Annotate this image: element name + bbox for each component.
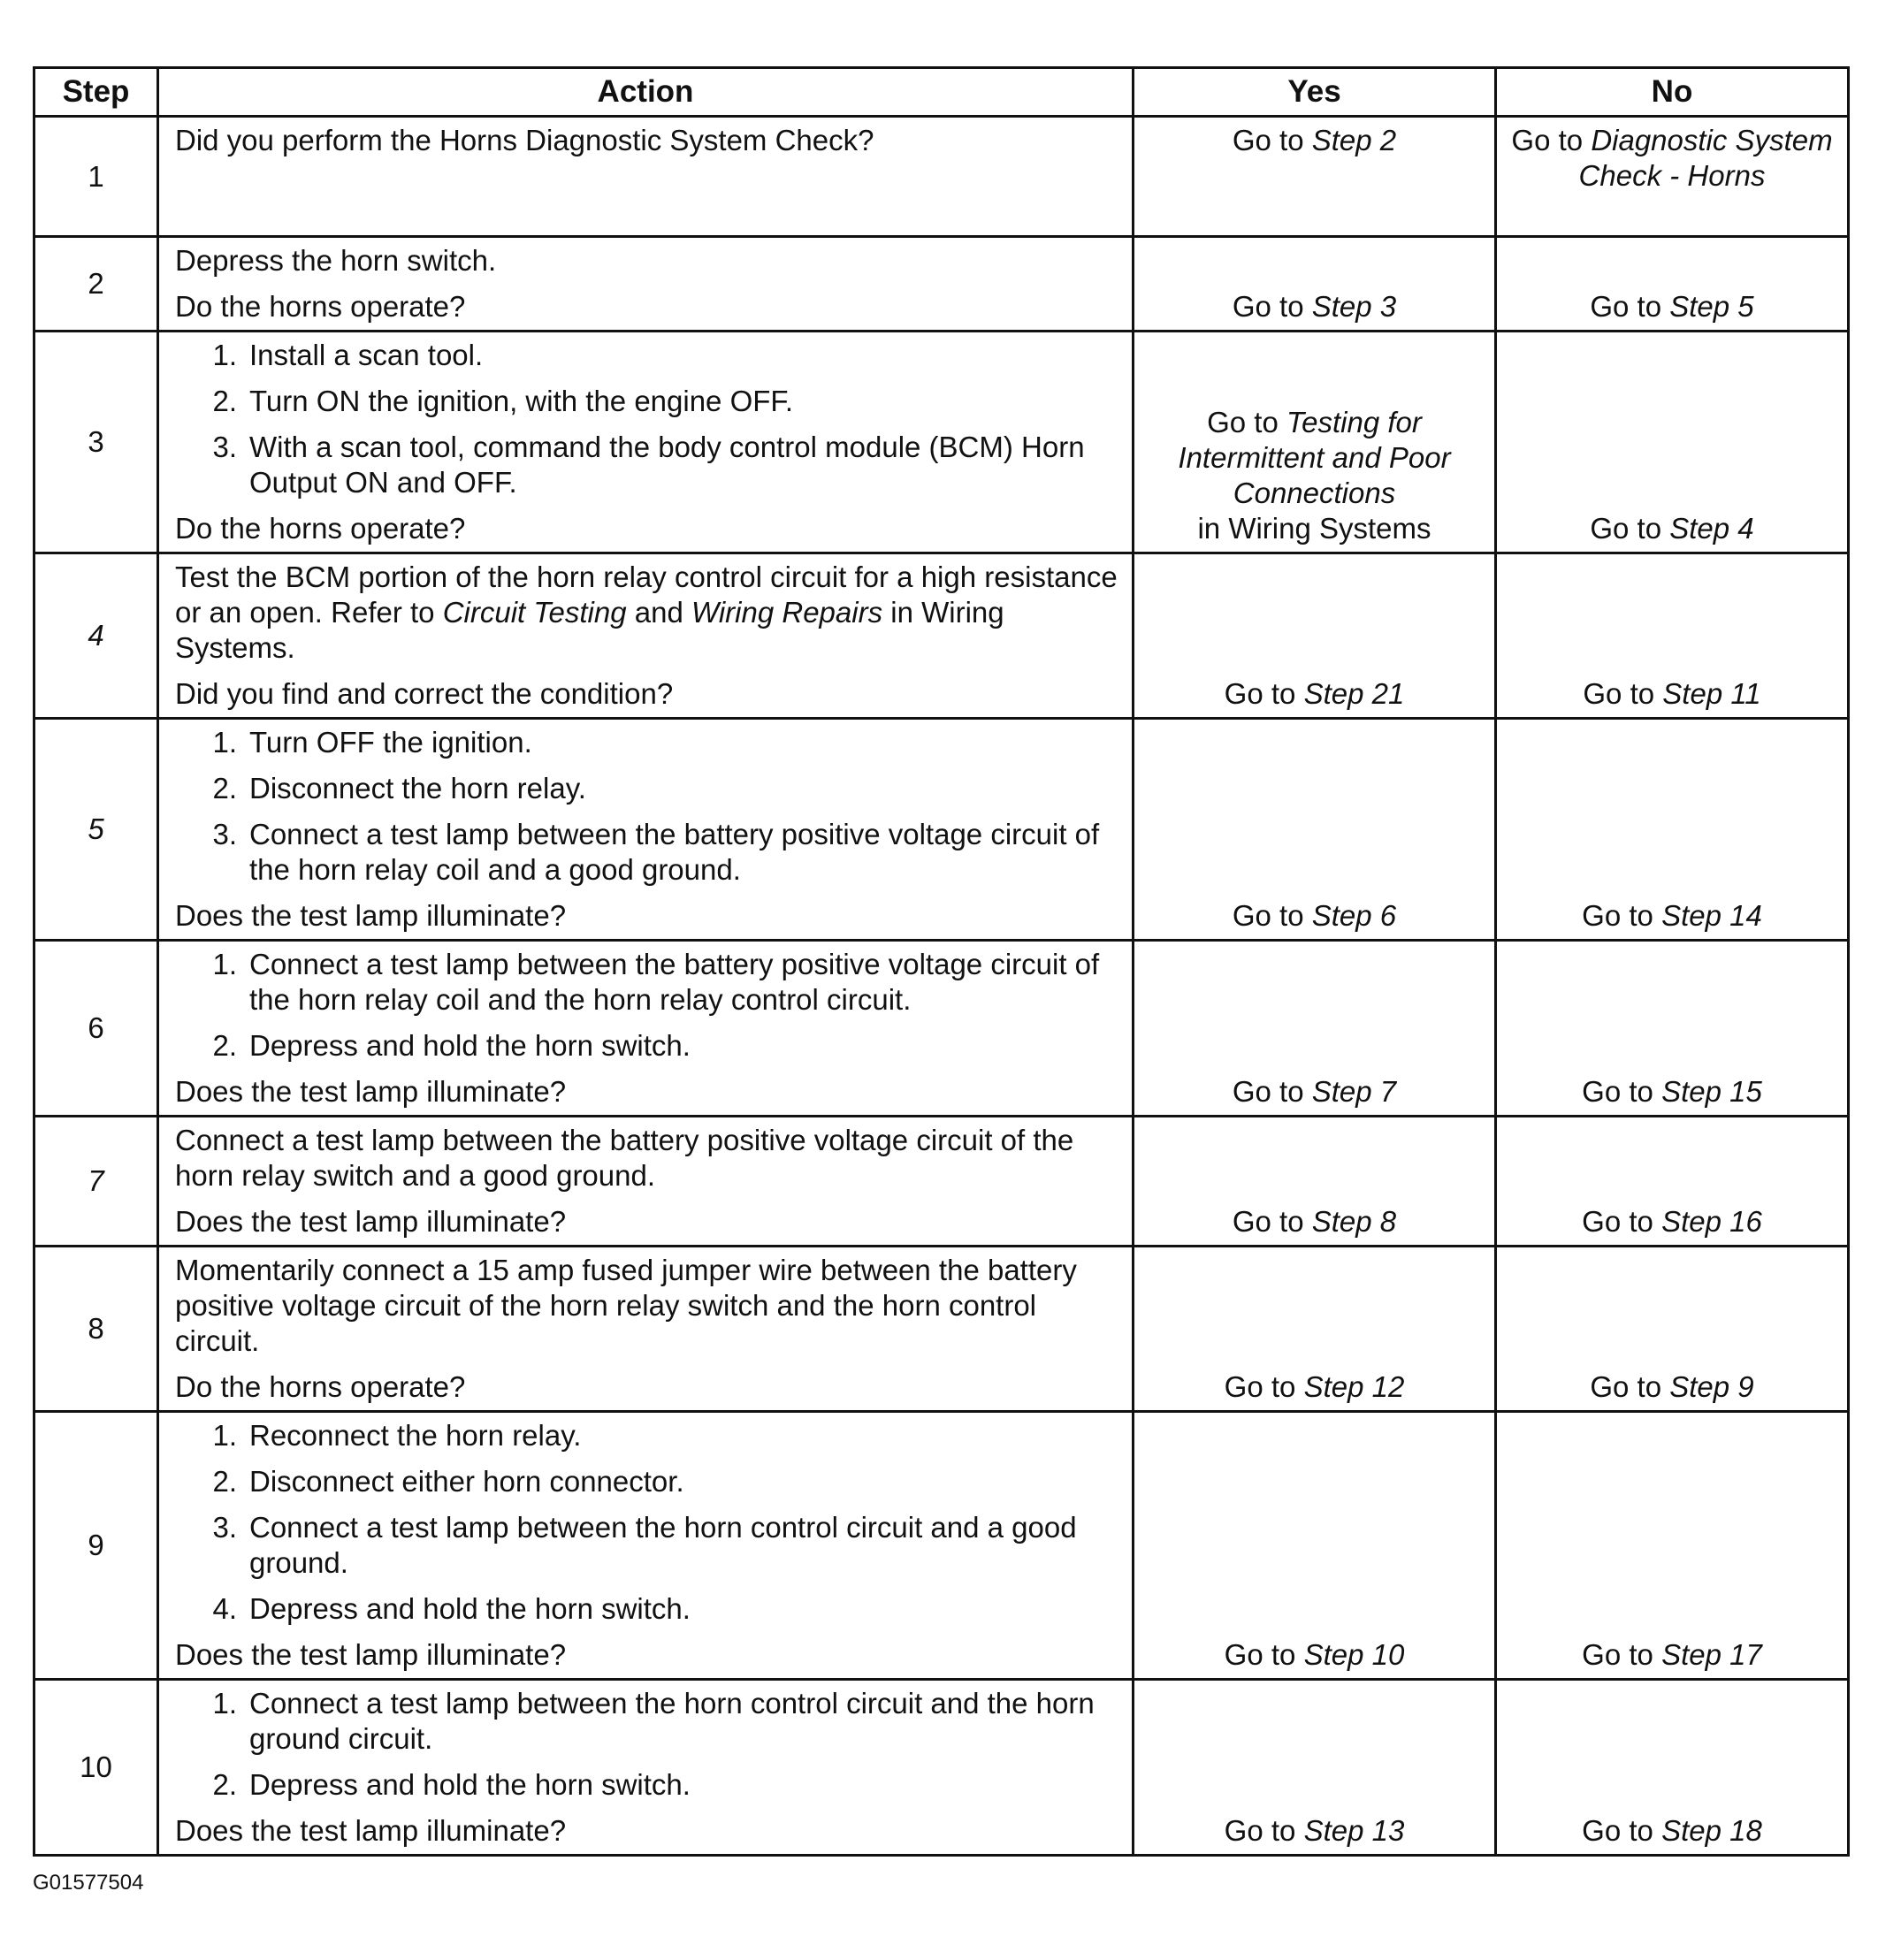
step-number: 4 xyxy=(34,553,158,719)
action-question: Do the horns operate? xyxy=(175,512,466,545)
table-row xyxy=(34,1412,1849,1680)
yes-cell: Go to Step 6 xyxy=(1134,719,1496,941)
list-item: 1. Turn OFF the ignition. xyxy=(212,726,532,759)
table-row xyxy=(34,553,1849,719)
header-step: Step xyxy=(34,68,158,117)
action-cell xyxy=(158,1247,1134,1412)
step-number: 1 xyxy=(34,117,158,237)
table-row xyxy=(34,1117,1849,1247)
no-link[interactable]: Diagnostic System Check - Horns xyxy=(1578,124,1833,192)
no-cell: Go to Diagnostic System Check - Horns xyxy=(1496,117,1849,237)
no-link[interactable]: Step 18 xyxy=(1661,1814,1762,1847)
diagnostic-table xyxy=(33,66,1850,1857)
action-cell xyxy=(158,332,1134,553)
list-item: 3. Connect a test lamp between the horn control circuit and a good ground. xyxy=(212,1511,1077,1579)
action-question: Do the horns operate? xyxy=(175,290,466,323)
action-question: Does the test lamp illuminate? xyxy=(175,1205,567,1238)
action-text: Did you perform the Horns Diagnostic System Check? xyxy=(175,124,874,156)
yes-cell: Go to Testing for Intermittent and Poor Connections in Wiring Systems xyxy=(1134,332,1496,553)
no-cell: Go to Step 15 xyxy=(1496,941,1849,1117)
step-number: 6 xyxy=(34,941,158,1117)
step-number: 7 xyxy=(34,1117,158,1247)
header-row xyxy=(34,68,1849,117)
yes-link[interactable]: Step 8 xyxy=(1311,1205,1397,1238)
yes-cell: Go to Step 2 xyxy=(1134,117,1496,237)
no-link[interactable]: Step 17 xyxy=(1661,1638,1762,1671)
no-link[interactable]: Step 15 xyxy=(1661,1075,1762,1108)
table-row xyxy=(34,1680,1849,1856)
yes-link[interactable]: Step 3 xyxy=(1311,290,1397,323)
yes-link[interactable]: Step 13 xyxy=(1303,1814,1405,1847)
action-question: Did you find and correct the condition? xyxy=(175,677,674,710)
step-number: 3 xyxy=(34,332,158,553)
no-cell: Go to Step 5 xyxy=(1496,237,1849,332)
list-item: 2. Disconnect either horn connector. xyxy=(212,1465,684,1498)
list-item: 3. With a scan tool, command the body control module (BCM) Horn Output ON and OFF. xyxy=(212,431,1085,499)
action-text: Test the BCM portion of the horn relay control circuit for a high resistance or an open. Refer to Circuit Testing and Wiring Repairs in Wiring Systems. xyxy=(175,561,1118,664)
action-cell xyxy=(158,1117,1134,1247)
step-number: 8 xyxy=(34,1247,158,1412)
action-text: Connect a test lamp between the battery positive voltage circuit of the horn relay switch and a good ground. xyxy=(175,1124,1074,1192)
no-cell: Go to Step 17 xyxy=(1496,1412,1849,1680)
action-cell xyxy=(158,941,1134,1117)
table-row xyxy=(34,117,1849,237)
action-question: Does the test lamp illuminate? xyxy=(175,899,567,932)
step-number: 10 xyxy=(34,1680,158,1856)
list-item: 2. Turn ON the ignition, with the engine OFF. xyxy=(212,385,794,417)
yes-cell: Go to Step 13 xyxy=(1134,1680,1496,1856)
step-number: 9 xyxy=(34,1412,158,1680)
step-number: 2 xyxy=(34,237,158,332)
table-row xyxy=(34,941,1849,1117)
yes-cell: Go to Step 21 xyxy=(1134,553,1496,719)
no-cell: Go to Step 16 xyxy=(1496,1117,1849,1247)
yes-link[interactable]: Step 10 xyxy=(1303,1638,1405,1671)
no-link[interactable]: Step 9 xyxy=(1669,1370,1754,1403)
reference-link[interactable]: Wiring Repairs xyxy=(691,596,883,629)
yes-cell: Go to Step 10 xyxy=(1134,1412,1496,1680)
table-row xyxy=(34,237,1849,332)
list-item: 1. Connect a test lamp between the horn control circuit and the horn ground circuit. xyxy=(212,1687,1095,1755)
table-row xyxy=(34,719,1849,941)
no-link[interactable]: Step 5 xyxy=(1669,290,1754,323)
action-question: Does the test lamp illuminate? xyxy=(175,1814,567,1847)
list-item: 3. Connect a test lamp between the battery positive voltage circuit of the horn relay coil and a good ground. xyxy=(212,818,1100,886)
list-item: 1. Install a scan tool. xyxy=(212,339,484,371)
action-text: Depress the horn switch. xyxy=(175,244,497,277)
yes-link[interactable]: Step 2 xyxy=(1311,124,1397,156)
yes-link[interactable]: Step 6 xyxy=(1311,899,1397,932)
figure-id: G01577504 xyxy=(33,1871,144,1895)
list-item: 2. Depress and hold the horn switch. xyxy=(212,1768,691,1801)
no-cell: Go to Step 9 xyxy=(1496,1247,1849,1412)
action-cell xyxy=(158,117,1134,237)
no-link[interactable]: Step 16 xyxy=(1661,1205,1762,1238)
yes-link[interactable]: Testing for Intermittent and Poor Connections xyxy=(1178,406,1451,509)
list-item: 1. Connect a test lamp between the battery positive voltage circuit of the horn relay coil and the horn relay control circuit. xyxy=(212,948,1100,1016)
action-question: Does the test lamp illuminate? xyxy=(175,1638,567,1671)
yes-cell: Go to Step 8 xyxy=(1134,1117,1496,1247)
no-link[interactable]: Step 11 xyxy=(1662,677,1761,710)
action-question: Do the horns operate? xyxy=(175,1370,466,1403)
list-item: 2. Depress and hold the horn switch. xyxy=(212,1029,691,1062)
yes-suffix: in Wiring Systems xyxy=(1197,512,1431,545)
action-cell xyxy=(158,1412,1134,1680)
header-yes: Yes xyxy=(1134,68,1496,117)
header-action: Action xyxy=(158,68,1134,117)
yes-link[interactable]: Step 7 xyxy=(1311,1075,1397,1108)
list-item: 1. Reconnect the horn relay. xyxy=(212,1419,582,1452)
yes-link[interactable]: Step 21 xyxy=(1303,677,1405,710)
action-cell xyxy=(158,237,1134,332)
no-cell: Go to Step 14 xyxy=(1496,719,1849,941)
action-cell xyxy=(158,553,1134,719)
action-text: Momentarily connect a 15 amp fused jumper wire between the battery positive voltage circuit of the horn relay switch and the horn control circuit. xyxy=(175,1254,1077,1357)
yes-cell: Go to Step 7 xyxy=(1134,941,1496,1117)
yes-cell: Go to Step 12 xyxy=(1134,1247,1496,1412)
reference-link[interactable]: Circuit Testing xyxy=(442,596,627,629)
table-row xyxy=(34,332,1849,553)
step-number: 5 xyxy=(34,719,158,941)
list-item: 2. Disconnect the horn relay. xyxy=(212,772,586,805)
no-link[interactable]: Step 4 xyxy=(1669,512,1754,545)
table-row xyxy=(34,1247,1849,1412)
no-cell: Go to Step 11 xyxy=(1496,553,1849,719)
yes-link[interactable]: Step 12 xyxy=(1303,1370,1405,1403)
action-cell xyxy=(158,719,1134,941)
no-link[interactable]: Step 14 xyxy=(1661,899,1762,932)
action-cell xyxy=(158,1680,1134,1856)
list-item: 4. Depress and hold the horn switch. xyxy=(212,1592,691,1625)
yes-cell: Go to Step 3 xyxy=(1134,237,1496,332)
no-cell: Go to Step 4 xyxy=(1496,332,1849,553)
no-cell: Go to Step 18 xyxy=(1496,1680,1849,1856)
header-no: No xyxy=(1496,68,1849,117)
action-question: Does the test lamp illuminate? xyxy=(175,1075,567,1108)
